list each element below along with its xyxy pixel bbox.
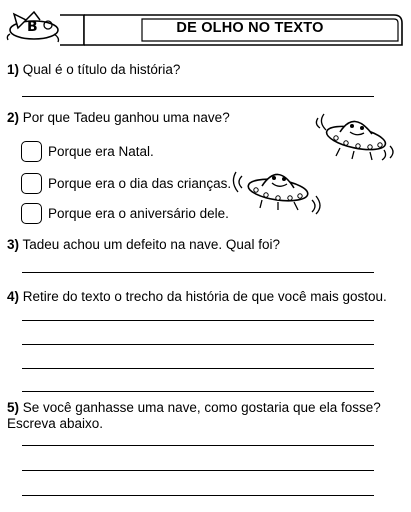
question-1 xyxy=(7,62,180,78)
question-number: 4) xyxy=(7,289,20,304)
option-label: Porque era o dia das crianças. xyxy=(48,175,232,191)
option-dia-das-criancas[interactable] xyxy=(21,171,231,195)
option-natal[interactable] xyxy=(21,139,154,163)
answer-line[interactable] xyxy=(22,96,374,97)
option-label: Porque era Natal. xyxy=(48,143,154,159)
answer-line[interactable] xyxy=(22,320,374,321)
question-5 xyxy=(7,400,402,432)
ufo-icon xyxy=(310,108,402,164)
question-number: 2) xyxy=(7,110,20,125)
question-number: 3) xyxy=(7,237,20,252)
abc-book-logo-icon xyxy=(4,6,66,48)
ufo-icon xyxy=(232,160,324,216)
answer-line[interactable] xyxy=(22,344,374,345)
answer-line[interactable] xyxy=(22,272,374,273)
option-aniversario[interactable] xyxy=(21,201,229,225)
answer-line[interactable] xyxy=(22,445,374,446)
question-text: Tadeu achou um defeito na nave. Qual foi? xyxy=(22,237,280,252)
question-4 xyxy=(7,289,387,305)
checkbox[interactable] xyxy=(21,141,42,162)
answer-line[interactable] xyxy=(22,470,374,471)
checkbox[interactable] xyxy=(21,203,42,224)
question-3 xyxy=(7,237,280,253)
question-text: Por que Tadeu ganhou uma nave? xyxy=(22,110,230,125)
question-2 xyxy=(7,110,230,126)
question-number: 5) xyxy=(7,400,20,415)
checkbox[interactable] xyxy=(21,173,42,194)
option-label: Porque era o aniversário dele. xyxy=(48,205,229,221)
question-text: Retire do texto o trecho da história de que você mais gostou. xyxy=(22,289,387,304)
answer-line[interactable] xyxy=(22,495,374,496)
question-text: Se você ganhasse uma nave, como gostaria que ela fosse? Escreva abaixo. xyxy=(7,400,381,431)
question-number: 1) xyxy=(7,62,20,77)
svg-text:B: B xyxy=(27,19,38,35)
question-text: Qual é o título da história? xyxy=(22,62,181,77)
answer-line[interactable] xyxy=(22,391,374,392)
page-title: DE OLHO NO TEXTO xyxy=(176,20,324,36)
answer-line[interactable] xyxy=(22,368,374,369)
